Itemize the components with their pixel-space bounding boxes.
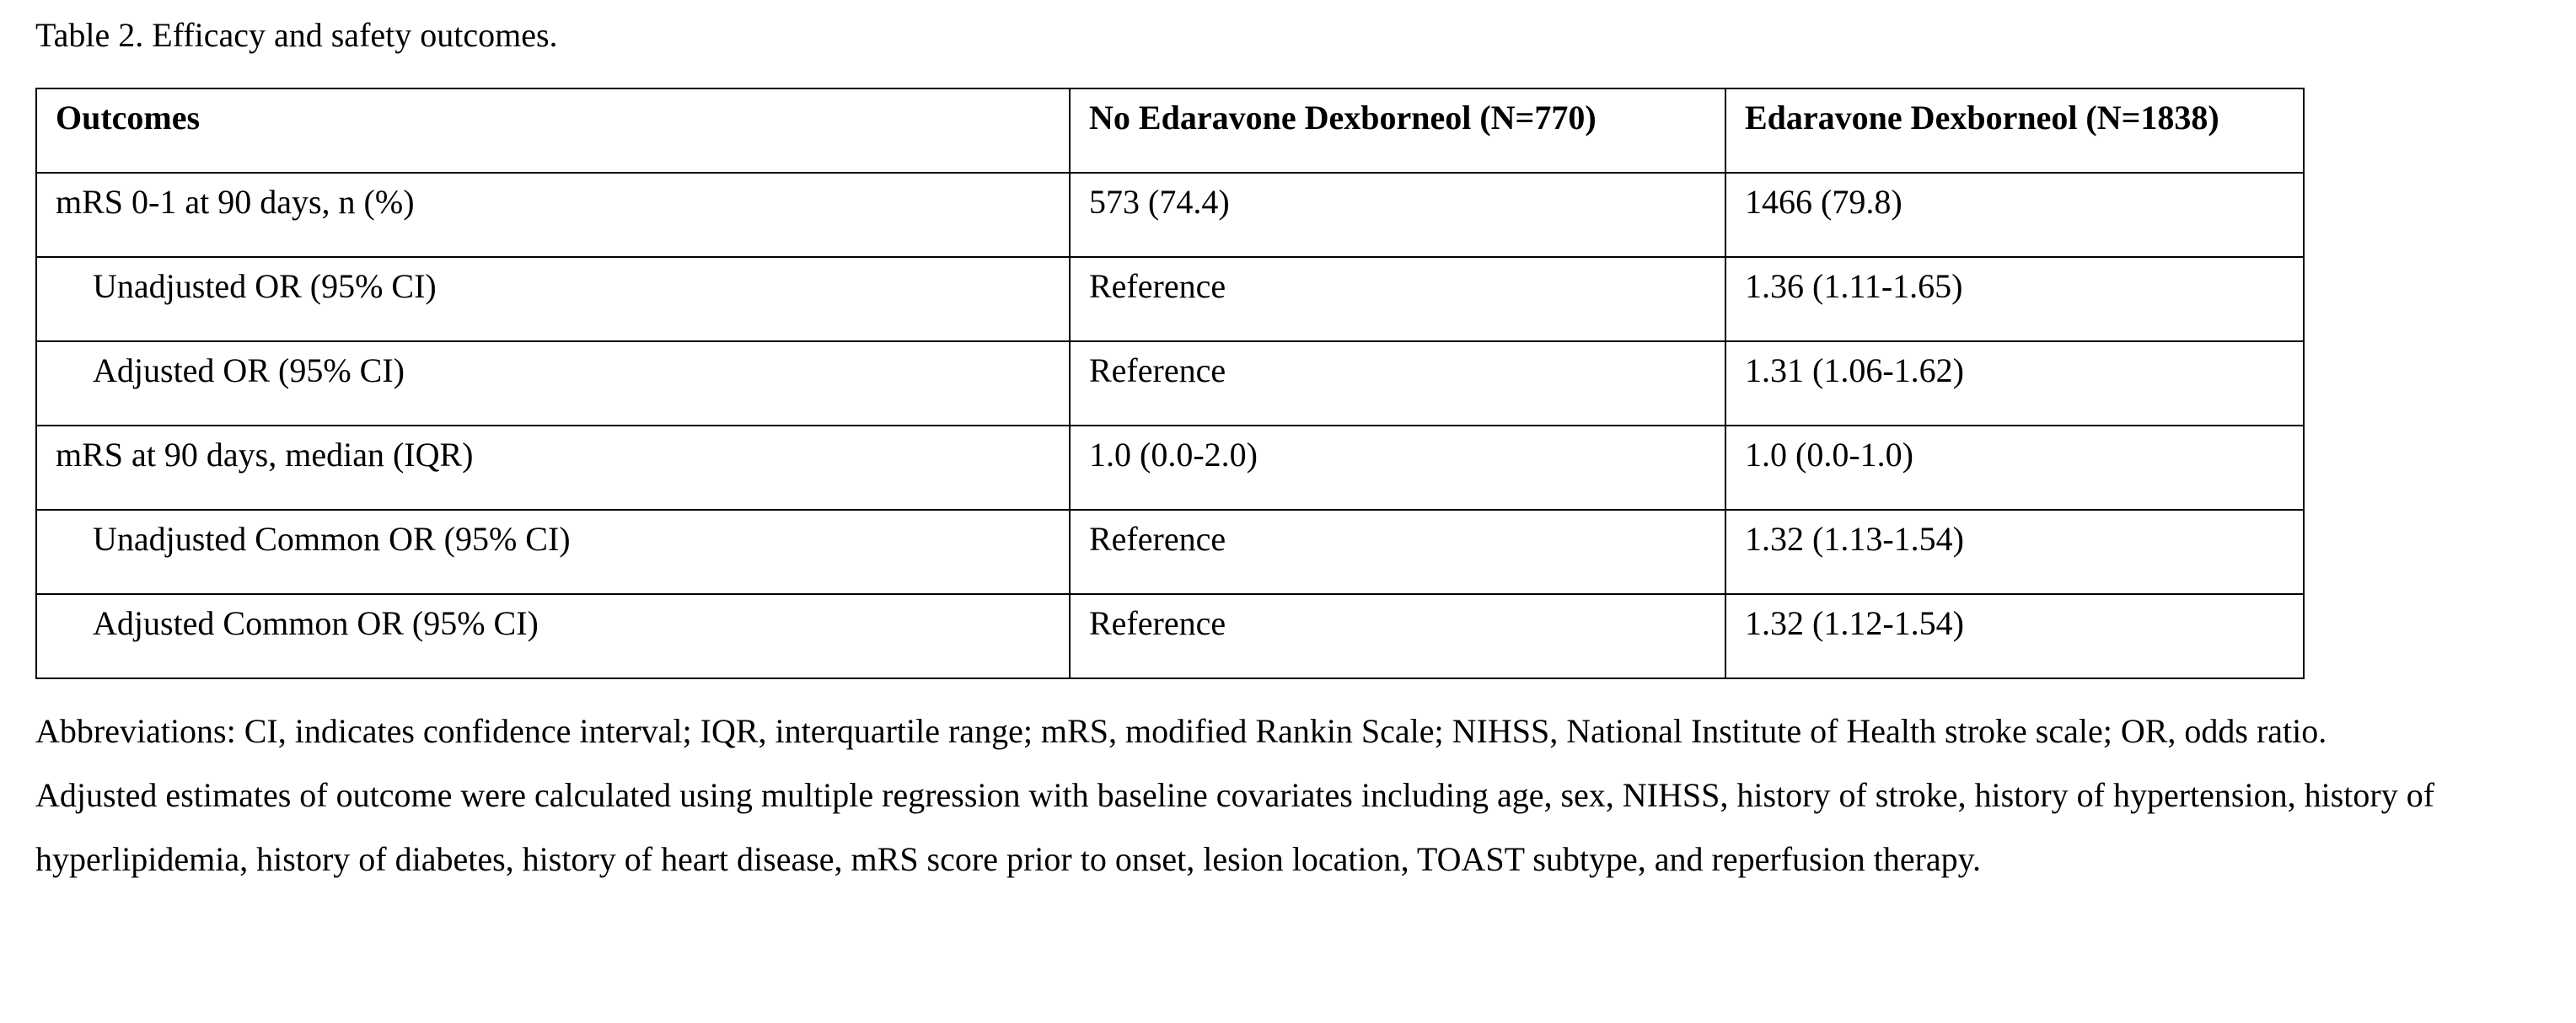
no-edaravone-value: 573 (74.4) (1070, 173, 1725, 257)
row-label: Adjusted OR (95% CI) (36, 341, 1070, 426)
table-row (36, 341, 2304, 426)
no-edaravone-value: Reference (1070, 594, 1725, 678)
edaravone-value: 1.36 (1.11-1.65) (1725, 257, 2304, 341)
table-footnotes (35, 699, 2547, 892)
no-edaravone-value: Reference (1070, 341, 1725, 426)
row-label: mRS 0-1 at 90 days, n (%) (36, 173, 1070, 257)
table-row (36, 594, 2304, 678)
table-caption: Table 2. Efficacy and safety outcomes. (35, 16, 558, 54)
table-header-row (36, 88, 2304, 173)
edaravone-value: 1.31 (1.06-1.62) (1725, 341, 2304, 426)
adjustment-note: Adjusted estimates of outcome were calculated using multiple regression with baseline covariates including age, sex, NIHSS, history of stroke, history of hypertension, history of hyperlipidemia, history of diabetes, history of heart disease, mRS score prior to onset, lesion location, TOAST subtype, and reperfusion therapy. (35, 776, 2435, 878)
row-label: mRS at 90 days, median (IQR) (36, 426, 1070, 510)
column-header-no-edaravone: No Edaravone Dexborneol (N=770) (1070, 88, 1725, 173)
table-row (36, 510, 2304, 594)
edaravone-value: 1.0 (0.0-1.0) (1725, 426, 2304, 510)
column-header-outcomes: Outcomes (36, 88, 1070, 173)
row-label: Adjusted Common OR (95% CI) (36, 594, 1070, 678)
edaravone-value: 1.32 (1.12-1.54) (1725, 594, 2304, 678)
abbreviations-note: Abbreviations: CI, indicates confidence interval; IQR, interquartile range; mRS, modified Rankin Scale; NIHSS, National Institute of Health stroke scale; OR, odds ratio. (35, 712, 2327, 750)
column-header-edaravone: Edaravone Dexborneol (N=1838) (1725, 88, 2304, 173)
no-edaravone-value: Reference (1070, 510, 1725, 594)
table-row (36, 257, 2304, 341)
outcomes-table (35, 88, 2305, 679)
no-edaravone-value: 1.0 (0.0-2.0) (1070, 426, 1725, 510)
edaravone-value: 1.32 (1.13-1.54) (1725, 510, 2304, 594)
table-row (36, 173, 2304, 257)
row-label: Unadjusted Common OR (95% CI) (36, 510, 1070, 594)
row-label: Unadjusted OR (95% CI) (36, 257, 1070, 341)
no-edaravone-value: Reference (1070, 257, 1725, 341)
table-row (36, 426, 2304, 510)
edaravone-value: 1466 (79.8) (1725, 173, 2304, 257)
